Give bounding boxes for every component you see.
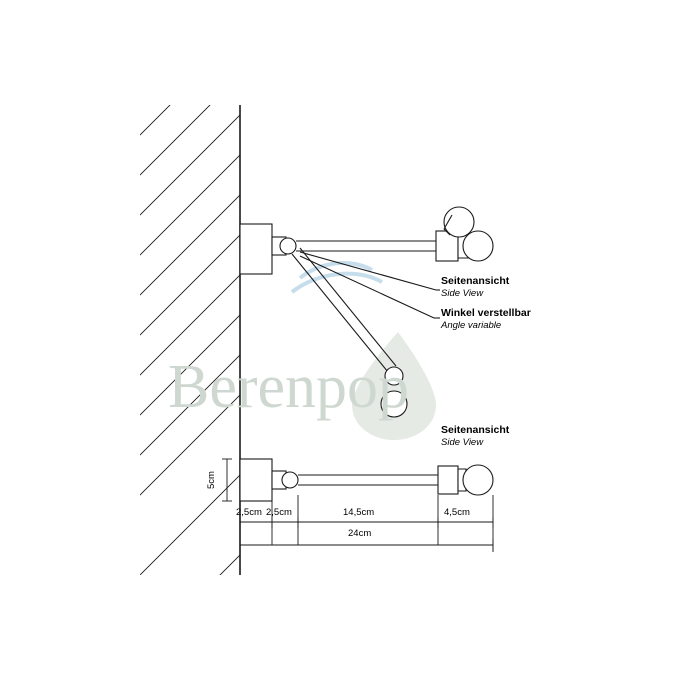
top-wall-plate [240, 224, 272, 274]
bottom-lamp-assembly [240, 459, 493, 501]
bottom-head-block [438, 466, 458, 494]
dim-label-head: 4,5cm [444, 507, 470, 518]
top-bulb-horizontal [463, 231, 493, 261]
top-pivot-joint [280, 238, 296, 254]
label-side-view-top-title: Seitenansicht [441, 275, 510, 287]
label-side-view-bottom-title: Seitenansicht [441, 424, 510, 436]
dim-label-depth-b: 2,5cm [266, 507, 292, 518]
dim-label-total: 24cm [348, 528, 372, 539]
wall-hatching [60, 0, 280, 685]
label-side-view-bottom-subtitle: Side View [441, 437, 484, 448]
label-angle-variable-title: Winkel verstellbar [441, 307, 531, 319]
watermark-text: Berenpop [168, 353, 410, 421]
bottom-pivot-joint [282, 472, 298, 488]
angled-arm-bulb [381, 391, 407, 417]
dim-label-arm: 14,5cm [343, 507, 375, 518]
leader-line-lower [300, 256, 434, 318]
leader-line-upper [300, 252, 436, 290]
dim-label-depth-a: 2,5cm [236, 507, 262, 518]
bottom-wall-plate [240, 459, 272, 501]
watermark-droplet [292, 263, 436, 440]
bottom-bulb [463, 465, 493, 495]
label-side-view-top-subtitle: Side View [441, 288, 484, 299]
dim-label-height: 5cm [206, 471, 217, 489]
label-angle-variable-subtitle: Angle variable [441, 320, 502, 331]
angled-arm-pivot [385, 367, 403, 385]
